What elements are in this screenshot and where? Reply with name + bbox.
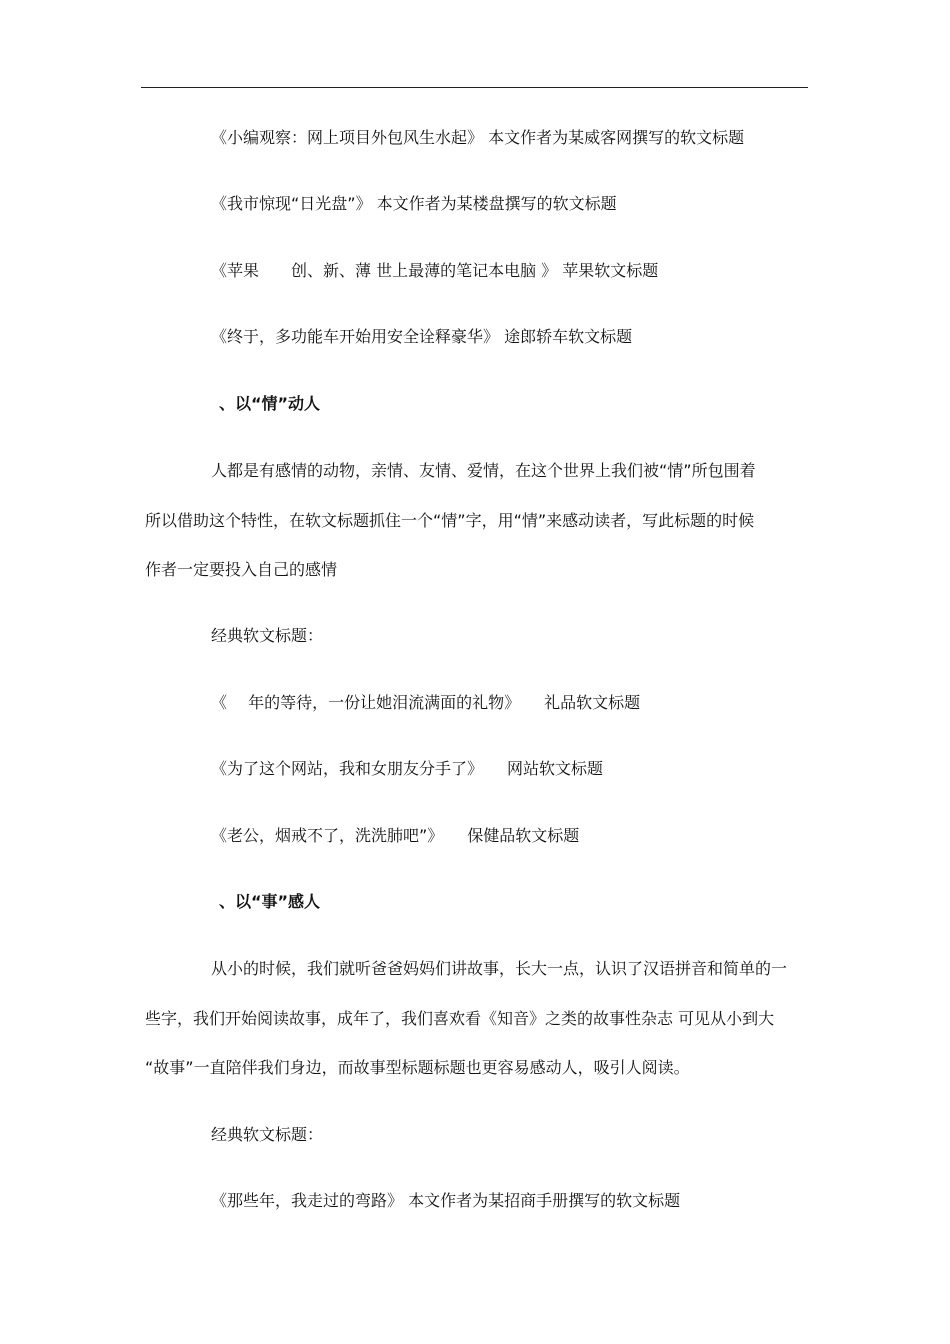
header-rule — [141, 87, 808, 88]
title-line: 《终于，多功能车开始用安全诠释豪华》 途郎轿车软文标题 — [211, 327, 633, 346]
title-line: 《 年的等待，一份让她泪流满面的礼物》 礼品软文标题 — [211, 693, 641, 712]
title-line: 《我市惊现“日光盘”》 本文作者为某楼盘撰写的软文标题 — [211, 194, 617, 213]
paragraph-line: “故事”一直陪伴我们身边，而故事型标题标题也更容易感动人，吸引人阅读。 — [145, 1058, 690, 1077]
title-line: 《苹果 创、新、薄 世上最薄的笔记本电脑 》 苹果软文标题 — [211, 261, 659, 280]
title-line: 《那些年，我走过的弯路》 本文作者为某招商手册撰写的软文标题 — [211, 1191, 681, 1210]
title-line: 《小编观察：网上项目外包风生水起》 本文作者为某威客网撰写的软文标题 — [211, 128, 745, 147]
title-line: 《为了这个网站，我和女朋友分手了》 网站软文标题 — [211, 759, 604, 778]
section-heading: 、以“情”动人 — [219, 394, 321, 413]
paragraph-line: 人都是有感情的动物，亲情、友情、爱情，在这个世界上我们被“情”所包围着 — [211, 461, 756, 480]
paragraph-line: 从小的时候，我们就听爸爸妈妈们讲故事，长大一点，认识了汉语拼音和简单的一 — [211, 959, 788, 978]
section-label: 经典软文标题： — [211, 1125, 324, 1144]
title-line: 《老公，烟戒不了，洗洗肺吧”》 保健品软文标题 — [211, 826, 580, 845]
paragraph-line: 些字，我们开始阅读故事，成年了，我们喜欢看《知音》之类的故事性杂志 可见从小到大 — [145, 1009, 775, 1028]
section-label: 经典软文标题： — [211, 626, 324, 645]
paragraph-line: 所以借助这个特性，在软文标题抓住一个“情”字，用“情”来感动读者，写此标题的时候 — [145, 511, 755, 530]
paragraph-line: 作者一定要投入自己的感情 — [145, 560, 338, 579]
section-heading: 、以“事”感人 — [219, 892, 321, 911]
